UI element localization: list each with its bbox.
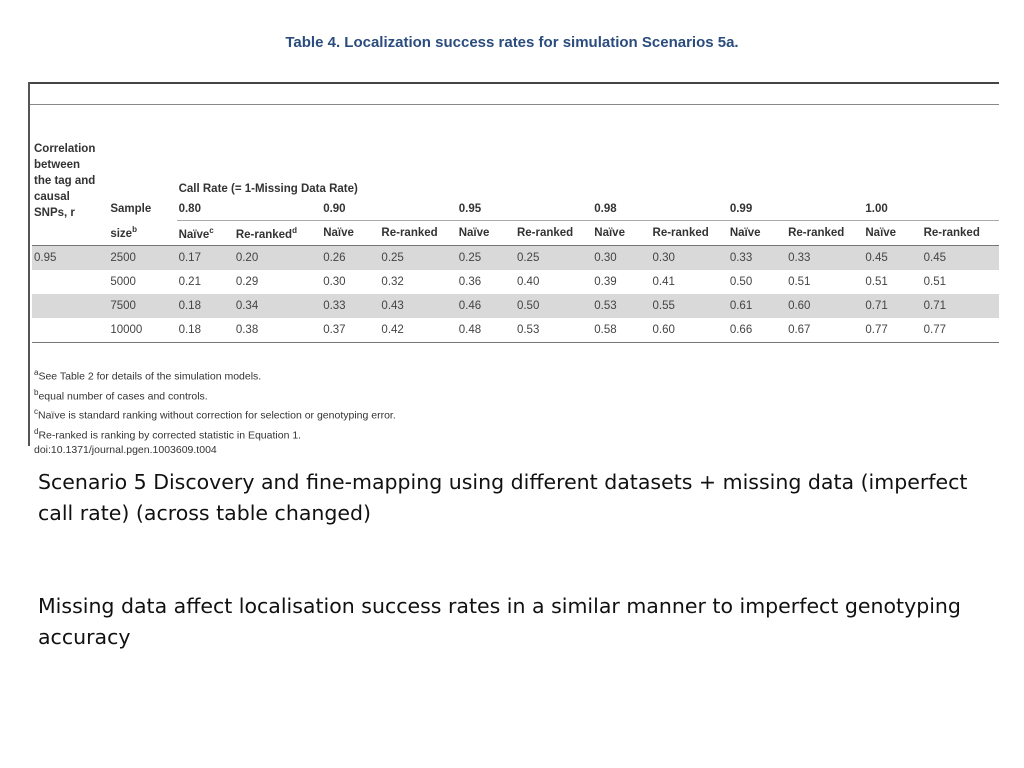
footnote: $^d$Re-ranked is ranking by corrected statistic in Equation 1.	[34, 426, 302, 441]
corr-label-line: causal	[34, 190, 70, 203]
reranked-header: Re-ranked	[922, 221, 999, 246]
naive-header: Naïve	[728, 221, 786, 246]
rate-cell: 0.43	[379, 294, 456, 318]
size-label: size$^b$	[108, 221, 176, 246]
naive-header: Naïve$^c$	[177, 221, 234, 246]
rate-cell: 0.50	[729, 276, 753, 288]
sample-size-cell: 5000	[110, 276, 136, 288]
rate-cell: 0.21	[178, 276, 201, 288]
reranked-header: Re-ranked	[786, 221, 863, 246]
naive-header: Naïve	[457, 221, 515, 246]
rate-cell: 0.71	[922, 294, 999, 318]
footnote: $^c$Naïve is standard ranking without correction for selection or genotyping error.	[34, 407, 396, 422]
rate-cell: 0.50	[515, 294, 592, 318]
call-rate-value: 0.98	[592, 198, 728, 221]
r-cell	[32, 294, 108, 318]
sample-size-cell: 10000	[108, 318, 176, 343]
table-second-rule	[30, 104, 999, 105]
rate-cell: 0.60	[786, 294, 863, 318]
call-rate-header: Call Rate (= 1-Missing Data Rate)	[178, 183, 358, 195]
rate-cell: 0.37	[321, 318, 379, 343]
rate-cell: 0.38	[234, 318, 321, 343]
corr-label-line: the tag and	[34, 174, 96, 187]
call-rate-value: 0.90	[321, 198, 457, 221]
footnotes	[34, 365, 396, 458]
rate-cell: 0.46	[457, 294, 515, 318]
rate-cell: 0.40	[516, 276, 540, 288]
rate-cell: 0.45	[863, 246, 921, 271]
rate-cell: 0.32	[381, 276, 404, 288]
rate-cell: 0.77	[922, 318, 999, 343]
rate-cell: 0.17	[177, 246, 234, 271]
rate-cell: 0.42	[379, 318, 456, 343]
header-row-methods	[32, 221, 999, 246]
reranked-header: Re-ranked	[515, 221, 592, 246]
rate-cell: 0.25	[515, 246, 592, 271]
naive-header: Naïve	[592, 221, 650, 246]
rate-cell: 0.29	[235, 276, 259, 288]
rate-cell: 0.58	[592, 318, 650, 343]
header-row-call-rate-values	[32, 198, 999, 221]
r-cell: 0.95	[32, 246, 108, 271]
rate-cell: 0.33	[786, 246, 863, 271]
rate-cell: 0.20	[234, 246, 321, 271]
table-row	[32, 318, 999, 343]
sample-label: Sample	[110, 203, 152, 216]
table-row	[32, 246, 999, 271]
rate-cell: 0.53	[592, 294, 650, 318]
table-row	[32, 294, 999, 318]
reranked-header: Re-ranked	[651, 221, 728, 246]
rate-cell: 0.34	[234, 294, 321, 318]
rate-cell: 0.55	[651, 294, 728, 318]
rate-cell: 0.51	[923, 276, 946, 288]
rate-cell: 0.48	[457, 318, 515, 343]
naive-header: Naïve	[863, 221, 921, 246]
r-cell	[32, 318, 108, 343]
sample-size-cell: 7500	[108, 294, 176, 318]
rate-cell: 0.67	[786, 318, 863, 343]
rate-cell: 0.39	[594, 276, 617, 288]
sample-size-cell: 2500	[108, 246, 176, 271]
rate-cell: 0.45	[922, 246, 999, 271]
rate-cell: 0.18	[177, 294, 234, 318]
rate-cell: 0.66	[728, 318, 786, 343]
table-top-rule	[30, 82, 999, 84]
corr-label-line: Correlation	[34, 142, 96, 155]
doi-line: doi:10.1371/journal.pgen.1003609.t004	[34, 444, 217, 456]
rate-cell: 0.60	[651, 318, 728, 343]
corr-label-line: SNPs, r	[34, 206, 75, 219]
scenario-paragraph: Scenario 5 Discovery and fine-mapping using different datasets + missing data (imperfect call rate) (across table changed)	[38, 470, 968, 525]
call-rate-value: 0.95	[457, 198, 593, 221]
rate-cell: 0.26	[321, 246, 379, 271]
rate-cell: 0.36	[458, 276, 482, 288]
rate-cell: 0.51	[788, 276, 811, 288]
rate-cell: 0.71	[863, 294, 921, 318]
rate-cell: 0.53	[515, 318, 592, 343]
corr-label-line: between	[34, 158, 81, 171]
rate-cell: 0.33	[728, 246, 786, 271]
call-rate-value: 1.00	[863, 198, 999, 221]
rate-cell: 0.77	[863, 318, 921, 343]
table-body	[32, 246, 999, 343]
reranked-header: Re-ranked$^d$	[234, 221, 321, 246]
footnote: $^b$equal number of cases and controls.	[34, 387, 208, 402]
call-rate-value: 0.80	[177, 198, 322, 221]
reranked-header: Re-ranked	[379, 221, 456, 246]
table-figure	[28, 82, 999, 456]
rate-cell: 0.33	[321, 294, 379, 318]
rate-cell: 0.30	[651, 246, 728, 271]
missing-data-paragraph: Missing data affect localisation success rates in a similar manner to imperfect genotyping accuracy	[38, 594, 961, 649]
rate-cell: 0.18	[177, 318, 234, 343]
rate-cell: 0.25	[457, 246, 515, 271]
corr-header-cell	[32, 115, 108, 221]
rate-cell: 0.30	[323, 276, 346, 288]
rate-cell: 0.25	[379, 246, 456, 271]
naive-header: Naïve	[321, 221, 379, 246]
rate-cell: 0.61	[728, 294, 786, 318]
table-row	[32, 270, 999, 294]
rate-cell: 0.30	[592, 246, 650, 271]
call-rate-value: 0.99	[728, 198, 864, 221]
r-cell	[32, 270, 108, 294]
results-table	[32, 115, 999, 343]
rate-cell: 0.41	[652, 276, 675, 288]
rate-cell: 0.51	[865, 276, 888, 288]
footnote: $^a$See Table 2 for details of the simulation models.	[34, 368, 262, 383]
slide-title: Table 4. Localization success rates for simulation Scenarios 5a.	[285, 34, 739, 51]
header-row-corr	[32, 115, 999, 198]
